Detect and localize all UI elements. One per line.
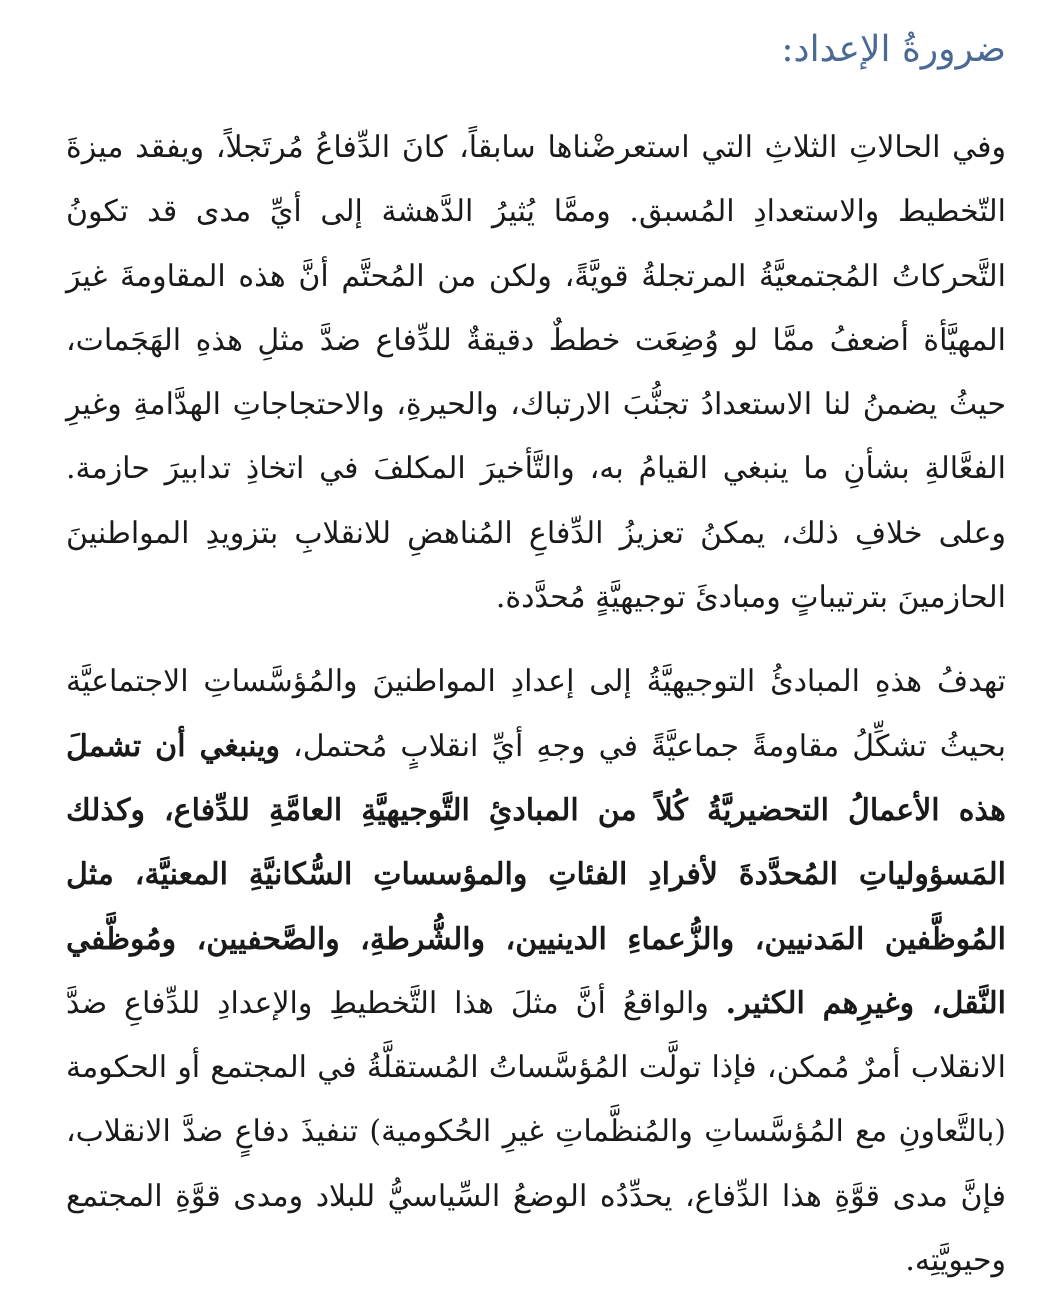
paragraph-1: وفي الحالاتِ الثلاثِ التي استعرضْناها سابقاً، كانَ الدِّفاعُ مُرتَجلاً، ويفقد ميزةَ التّخطيط والاستعدادِ المُسبق. وممَّا يُثيرُ الدَّهشة إلى أيِّ مدى قد تكونُ التَّحركاتُ المُجتمعيَّةُ المرتجلةُ قويَّةً، ولكن من المُحتَّم أنَّ هذه المقاومةَ غيرَ المهيَّأة أضعفُ ممَّا لو وُضِعَت خططٌ دقيقةٌ للدِّفاع ضدَّ مثلِ هذهِ الهَجَمات، حيثُ يضمنُ لنا الاستعدادُ تجنُّبَ الارتباك، والحيرةِ، والاحتجاجاتِ الهدَّامةِ وغيرِ الفعَّالةِ بشأنِ ما ينبغي القيامُ به، والتَّأخيرَ المكلفَ في اتخاذِ تدابيرَ حازمة. وعلى خلافِ ذلك، يمكنُ تعزيزُ الدِّفاعِ المُناهضِ للانقلابِ بتزويدِ المواطنينَ الحازمينَ بترتيباتٍ ومبادئَ توجيهيَّةٍ مُحدَّدة. xyxy=(66,130,1006,616)
paragraph-2-conclusion: والواقعُ أنَّ مثلَ هذا التَّخطيطِ والإعدادِ للدِّفاعِ ضدَّ الانقلاب أمرٌ مُمكن، فإذا تولَّت المُؤسَّساتُ المُستقلَّةُ في المجتمع أو الحكومة (بالتَّعاونِ مع المُؤسَّساتِ والمُنظَّماتِ غيرِ الحُكومية) تنفيذَ دفاعٍ ضدَّ الانقلاب، فإنَّ مدى قوَّةِ هذا الدِّفاع، يحدِّدُه الوضعُ السِّياسيُّ للبلاد ومدى قوَّةِ المجتمع وحيويَّتِه. xyxy=(66,985,1006,1279)
paragraph-2-emphasis: وينبغي أن تشملَ هذه الأعمالُ التحضيريَّةُ كُلاً من المبادئِ التَّوجيهيَّةِ العامَّةِ للدِّفاع، وكذلك المَسؤولياتِ المُحدَّدةَ لأفرادِ الفئاتِ والمؤسساتِ السُّكانيَّةِ المعنيَّة، مثل المُوظَّفين المَدنيين، والزُّعماءِ الدينيين، والشُّرطةِ، والصَّحفيين، ومُوظَّفي النَّقل، وغيرِهم الكثير. xyxy=(66,728,1006,1021)
paragraph-2-intro: تهدفُ هذهِ المبادئُ التوجيهيَّةُ إلى إعدادِ المواطنينَ والمُؤسَّساتِ الاجتماعيَّة بحيثُ تشكِّلُ مقاومةً جماعيَّةً في وجهِ أيِّ انقلابٍ مُحتمل، xyxy=(66,664,1006,764)
paragraph-2 xyxy=(66,650,1006,1293)
section-title: ضرورةُ الإعداد: xyxy=(781,29,1006,70)
document-page xyxy=(66,24,1006,1293)
